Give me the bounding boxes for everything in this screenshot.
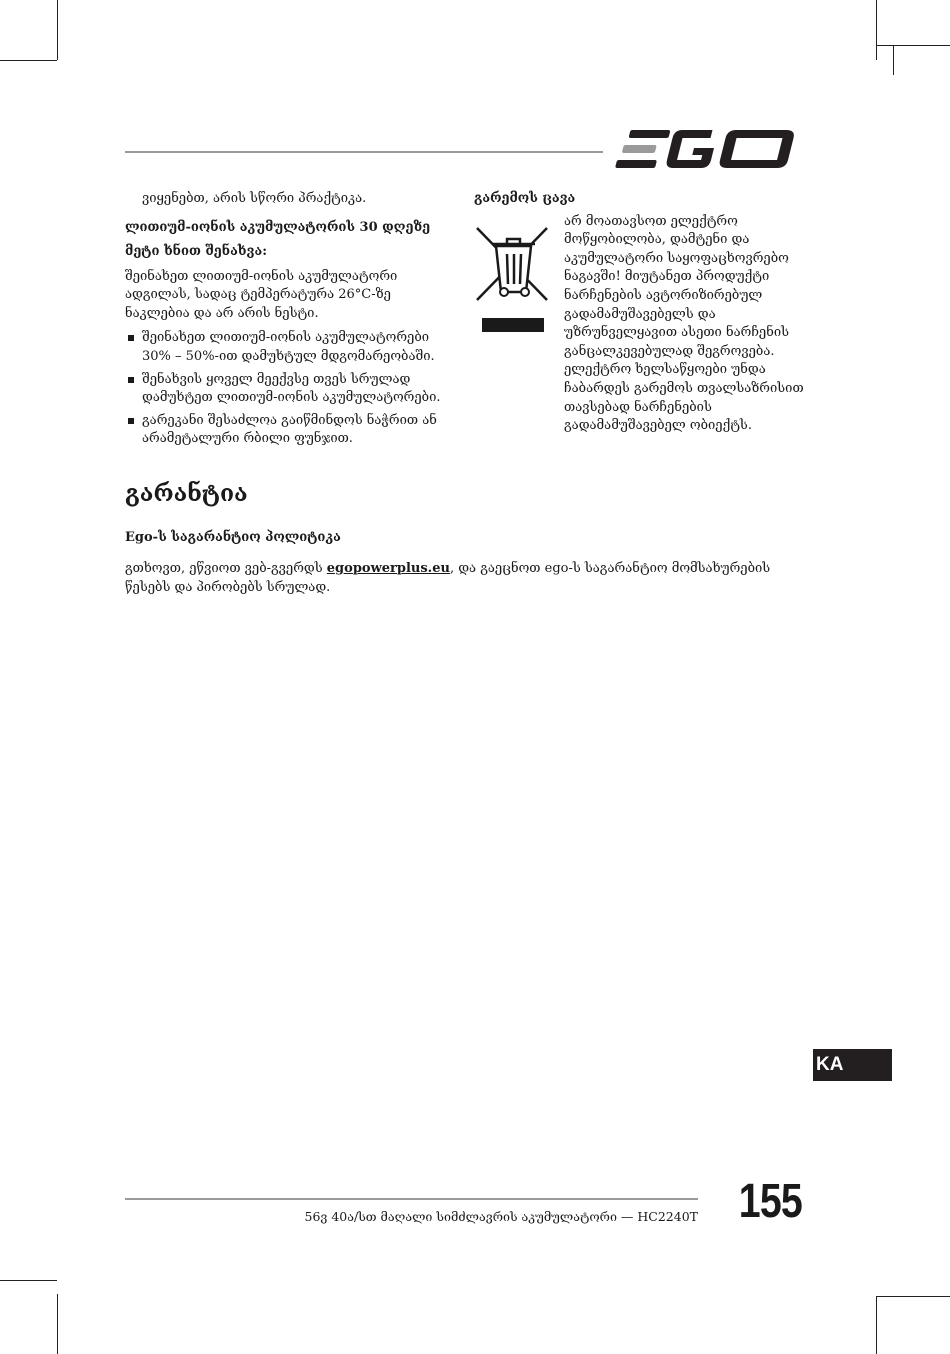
warranty-policy-heading: Ego-ს საგარანტიო პოლიტიკა [125,530,341,545]
continued-text: ვიყენებთ, არის სწორი პრაქტიკა. [142,191,367,206]
storage-section [125,190,455,453]
footer-rule [125,1198,698,1200]
crossed-out-bin-icon [474,224,550,336]
warranty-title: გარანტია [125,480,248,507]
crop-mark [876,1296,950,1297]
environment-section [474,190,814,436]
bullet-square-icon [128,418,134,424]
footer-product-name: 56ვ 40ა/სთ მაღალი სიმძლავრის აკუმულატორი — HC2240T [304,1209,698,1224]
crop-mark [0,60,57,61]
list-item: გარეკანი შესაძლოა გაიწმინდოს ნაჭრით ან არამეტალური რბილი ფუნჯით. [125,412,455,449]
bullet-square-icon [128,335,134,341]
crop-mark [893,45,894,75]
environment-text: არ მოათავსოთ ელექტრო მოწყობილობა, დამტენი და აკუმულატორი საყოფაცხოვრებო ნაგავში! მიუტანეთ პროდუქტი ნარჩენების ავტორიზირებულ გადამამუშავებელს და უზრუნველყავით ასეთი ნარჩენის განცალკევებულად შეგროვება. ელექტრო ხელსაწყოები უნდა ჩაბარდეს გარემოს თვალსაზრისით თავსებად ნარჩენების გადამამუშავებელ ობიექტს. [564,213,804,434]
storage-intro: შეინახეთ ლითიუმ-იონის აკუმულატორი ადგილას, სადაც ტემპერატურა 26°C-ზე ნაკლებია და არ არის ნესტი. [125,268,398,321]
crop-mark [876,0,877,60]
crop-mark [876,1296,877,1354]
ego-logo [615,128,801,172]
egopowerplus-link[interactable]: egopowerplus.eu [326,561,450,576]
language-tab: KA [813,1049,892,1081]
bullet-square-icon [128,377,134,383]
header-rule [125,151,603,153]
storage-heading: ლითიუმ-იონის აკუმულატორის 30 დღეზე მეტი ხნით შენახვა: [125,219,431,259]
crop-mark [57,0,58,60]
page-number: 155 [738,1175,802,1228]
list-item: შენახვის ყოველ მეექვსე თვეს სრულად დამუხტეთ ლითიუმ-იონის აკუმულატორები. [125,371,455,408]
storage-bullets [125,329,455,449]
crop-mark [0,1280,57,1281]
crop-mark [876,45,950,46]
list-item: შეინახეთ ლითიუმ-იონის აკუმულატორები 30% – 50%-ით დამუხტულ მდგომარეობაში. [125,329,455,366]
environment-heading: გარემოს ცავა [474,191,576,206]
crop-mark [57,1294,58,1354]
warranty-policy-text: გთხოვთ, ეწვიოთ ვებ-გვერდს egopowerplus.eu, და გაეცნოთ ego-ს საგარანტიო მომსახურების წესებს და პირობებს სრულად. [125,561,771,595]
